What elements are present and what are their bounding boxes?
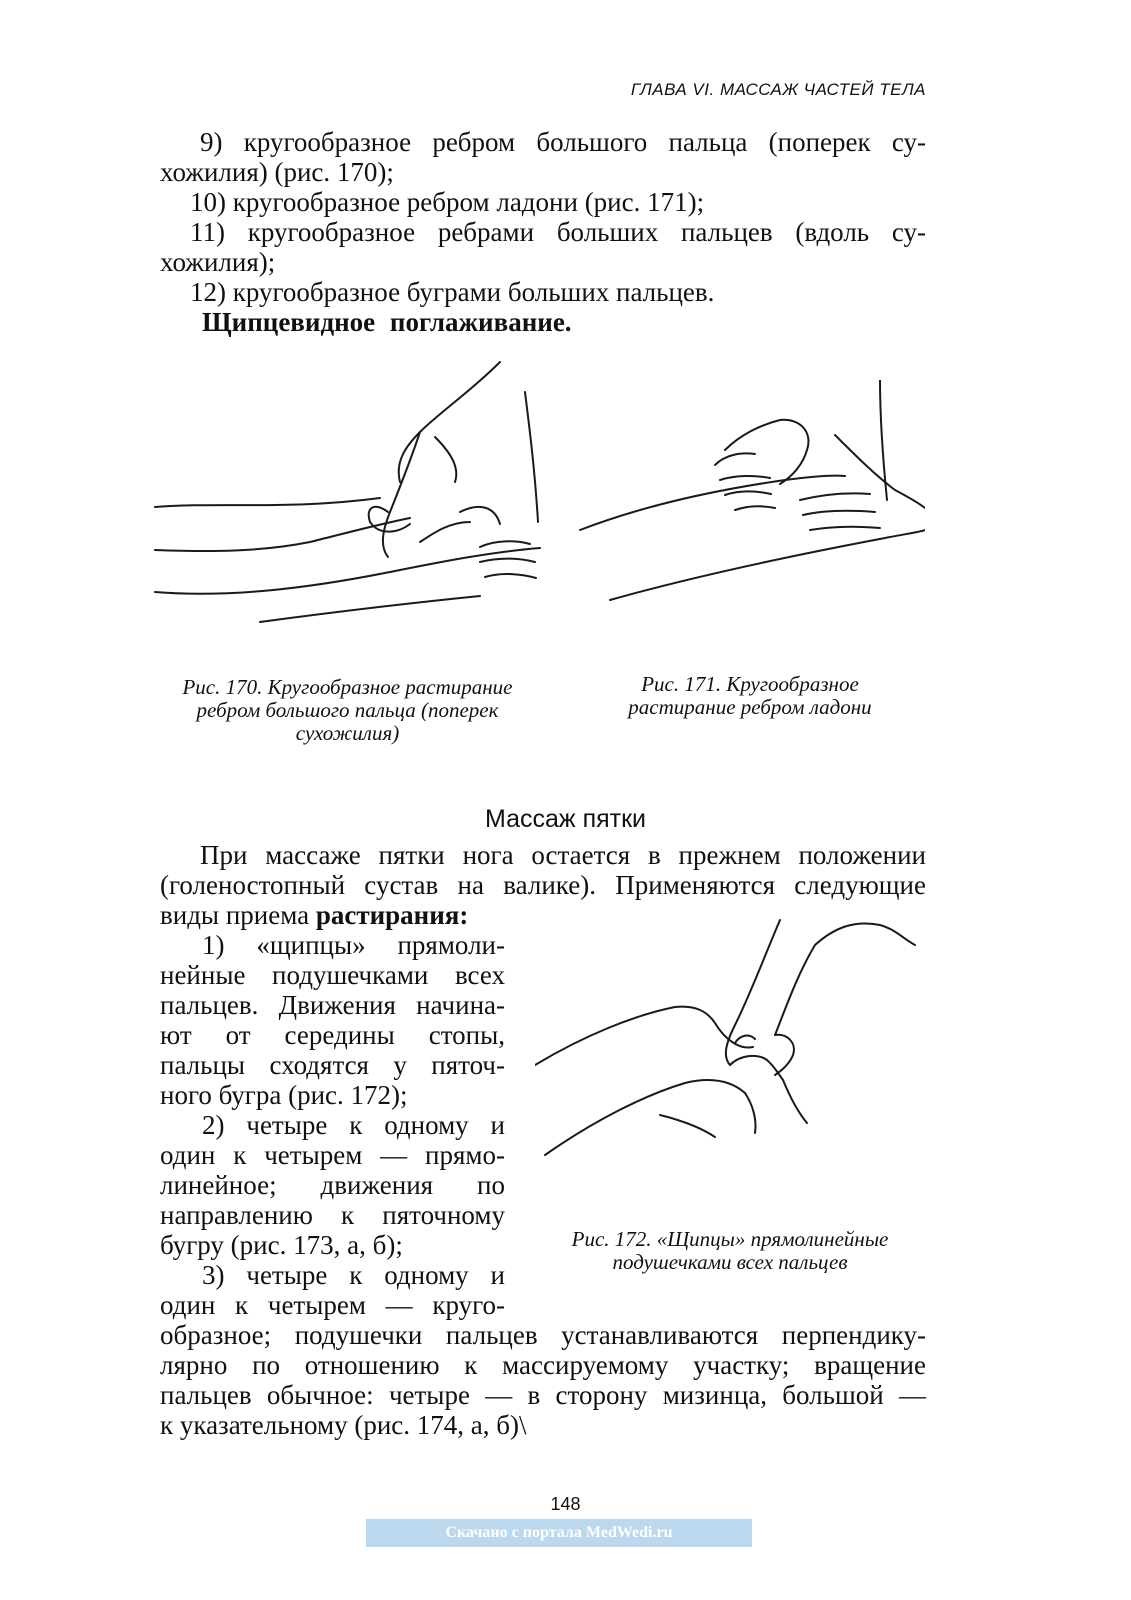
section-title: Массаж пятки bbox=[484, 805, 646, 833]
list-item-10: 10) кругообразное ребром ладони (рис. 171); bbox=[190, 187, 705, 217]
page-number: 148 bbox=[550, 1494, 581, 1514]
tail-line-2: лярно по отношению к массируемому участку; вращение bbox=[160, 1350, 926, 1380]
col-line-8: один к четырем — прямо- bbox=[160, 1140, 505, 1170]
col-line-2: нейные подушечками всех bbox=[160, 960, 505, 990]
intro-line-1: При массаже пятки нога остается в прежнем положении bbox=[200, 840, 926, 870]
col-line-12: 3) четыре к одному и bbox=[202, 1260, 505, 1290]
pincer-heading: Щипцевидное поглаживание. bbox=[202, 307, 572, 337]
tail-line-4: к указательному (рис. 174, а, б)\ bbox=[160, 1410, 527, 1440]
col-line-13: один к четырем — круго- bbox=[160, 1290, 505, 1320]
list-item-9-line1: 9) кругообразное ребром большого пальца (поперек су- bbox=[200, 127, 926, 157]
figure-171-caption: Рис. 171. Кругообразное растирание ребром ладони bbox=[628, 672, 872, 719]
col-line-6: ного бугра (рис. 172); bbox=[160, 1080, 408, 1110]
col-line-5: пальцы сходятся у пяточ- bbox=[160, 1050, 505, 1080]
tail-line-1: образное; подушечки пальцев устанавливаются перпендику- bbox=[160, 1320, 926, 1350]
figure-172-illustration bbox=[535, 915, 925, 1205]
list-item-9-line2: хожилия) (рис. 170); bbox=[160, 157, 394, 187]
list-item-12: 12) кругообразное буграми больших пальцев. bbox=[190, 277, 715, 307]
intro-line-3-prefix: виды приема bbox=[160, 900, 316, 930]
figure-172-caption: Рис. 172. «Щипцы» прямолинейные подушечками всех пальцев bbox=[571, 1227, 889, 1274]
narrow-column bbox=[160, 930, 505, 1320]
figure-171-illustration bbox=[575, 380, 925, 610]
tail-line-3: пальцев обычное: четыре — в сторону мизинца, большой — bbox=[160, 1380, 926, 1410]
figure-170-caption: Рис. 170. Кругообразное растирание ребром большого пальца (поперек сухожилия) bbox=[182, 675, 513, 745]
col-line-1: 1) «щипцы» прямоли- bbox=[202, 930, 505, 960]
col-line-10: направлению к пяточному bbox=[160, 1200, 505, 1230]
col-line-7: 2) четыре к одному и bbox=[202, 1110, 505, 1140]
col-line-11: бугру (рис. 173, а, б); bbox=[160, 1230, 403, 1260]
download-watermark: Скачано с портала MedWedi.ru bbox=[366, 1519, 752, 1547]
intro-line-3-bold: растирания: bbox=[315, 900, 469, 930]
top-list bbox=[160, 127, 926, 337]
list-item-11-line2: хожилия); bbox=[160, 247, 276, 277]
intro-line-2: (голеностопный сустав на валике). Применяются следующие bbox=[160, 870, 926, 900]
list-item-11-line1: 11) кругообразное ребрами больших пальцев (вдоль су- bbox=[190, 217, 926, 247]
tail-paragraph bbox=[160, 1320, 926, 1440]
col-line-4: ют от середины стопы, bbox=[160, 1020, 505, 1050]
col-line-3: пальцев. Движения начина- bbox=[160, 990, 505, 1020]
col-line-9: линейное; движения по bbox=[160, 1170, 505, 1200]
figure-170-illustration bbox=[150, 352, 550, 652]
running-header: ГЛАВА VI. МАССАЖ ЧАСТЕЙ ТЕЛА bbox=[630, 80, 926, 99]
